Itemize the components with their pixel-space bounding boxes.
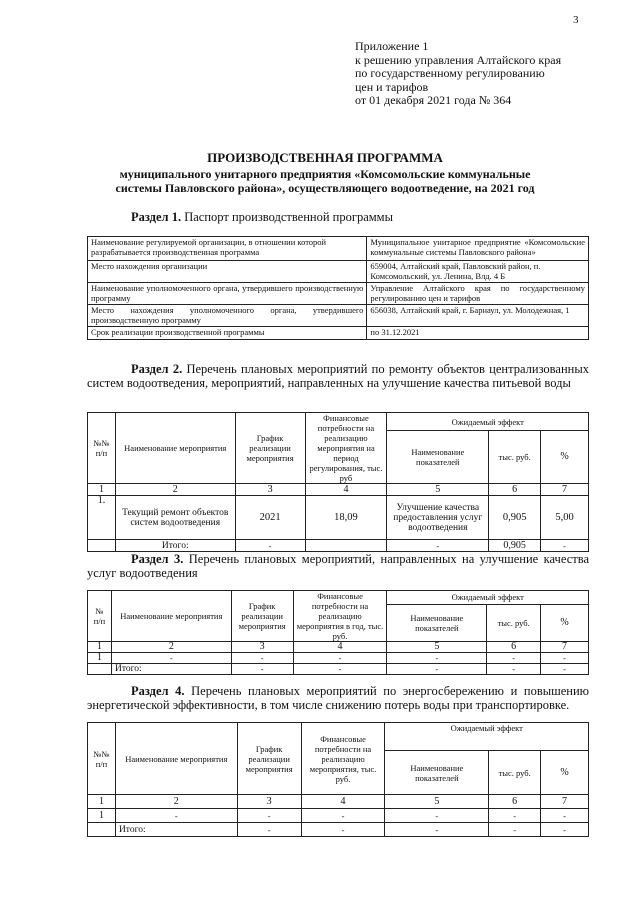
col-number: 3 xyxy=(237,795,301,809)
row-indicator: - xyxy=(387,653,487,664)
section1-text: Паспорт производственной программы xyxy=(184,210,393,224)
total-indicator: - xyxy=(385,823,489,837)
table-row xyxy=(88,809,589,823)
col-number: 2 xyxy=(115,484,235,496)
section4-heading xyxy=(87,684,589,712)
section3-text: Перечень плановых мероприятий, направленных на улучшение качества услуг водоотведения xyxy=(87,552,589,580)
header-thousand: тыс. руб. xyxy=(489,431,541,484)
header-percent: % xyxy=(541,431,589,484)
col-number: 4 xyxy=(305,484,387,496)
passport-left: Наименование уполномоченного органа, утвердившего производственную программу xyxy=(88,283,367,305)
row-name: - xyxy=(111,653,231,664)
passport-right: по 31.12.2021 xyxy=(367,327,589,340)
total-indicator: - xyxy=(387,540,489,552)
table-row xyxy=(88,327,589,340)
document-subtitle xyxy=(60,167,590,195)
row-num: 1 xyxy=(88,653,112,664)
approval-line: цен и тарифов xyxy=(355,79,429,94)
col-number: 7 xyxy=(541,642,589,653)
header-name: Наименование мероприятия xyxy=(111,591,231,642)
subtitle-line: системы Павловского района», осуществляющего водоотведение, на 2021 год xyxy=(115,181,535,195)
passport-table xyxy=(87,236,589,340)
header-finance: Финансовые потребности на реализацию мероприятия в год, тыс. руб. xyxy=(293,591,387,642)
section4-text: Перечень плановых мероприятий по энергосбережению и повышению энергетической эффективности, в том числе снижению потерь воды при транспортировке. xyxy=(87,684,590,712)
header-effect: Ожидаемый эффект xyxy=(387,591,589,605)
col-number: 4 xyxy=(293,642,387,653)
table-row xyxy=(88,653,589,664)
row-percent: - xyxy=(541,809,589,823)
total-label: Итого: xyxy=(115,823,237,837)
header-percent: % xyxy=(541,604,589,641)
header-schedule: График реализации мероприятия xyxy=(231,591,293,642)
section2-heading xyxy=(87,362,589,390)
table-row xyxy=(88,540,589,552)
passport-right: Управление Алтайского края по государственному регулированию цен и тарифов xyxy=(367,283,589,305)
header-num: № п/п xyxy=(88,591,112,642)
header-thousand: тыс. руб. xyxy=(487,604,541,641)
col-number: 1 xyxy=(88,484,116,496)
total-thousand: - xyxy=(487,664,541,675)
row-name: Текущий ремонт объектов систем водоотведения xyxy=(115,496,235,540)
table-row xyxy=(88,237,589,261)
section3-table xyxy=(87,590,589,675)
header-effect: Ожидаемый эффект xyxy=(387,413,589,431)
header-num: №№ п/п xyxy=(88,723,116,795)
total-finance: - xyxy=(293,664,387,675)
approval-line: к решению управления Алтайского края xyxy=(355,52,562,67)
row-thousand: - xyxy=(489,809,541,823)
col-number: 5 xyxy=(387,484,489,496)
section1-label: Раздел 1. xyxy=(131,210,182,224)
table-row xyxy=(88,795,589,809)
row-name: - xyxy=(115,809,237,823)
col-number: 6 xyxy=(489,795,541,809)
col-number: 7 xyxy=(541,484,589,496)
col-number: 6 xyxy=(489,484,541,496)
page-number: 3 xyxy=(573,14,579,26)
passport-left: Место нахождения организации xyxy=(88,261,367,283)
header-percent: % xyxy=(541,751,589,795)
total-schedule: - xyxy=(237,823,301,837)
section3-label: Раздел 3. xyxy=(131,552,184,566)
col-number: 5 xyxy=(385,795,489,809)
row-schedule: 2021 xyxy=(235,496,305,540)
header-finance: Финансовые потребности на реализацию мероприятия на период регулирования, тыс. руб xyxy=(305,413,387,484)
header-num: №№ п/п xyxy=(88,413,116,484)
total-percent: - xyxy=(541,823,589,837)
approval-line: Приложение 1 xyxy=(355,39,429,53)
section3-heading xyxy=(87,552,589,580)
passport-right: 656038, Алтайский край, г. Барнаул, ул. Молодежная, 1 xyxy=(367,305,589,327)
total-schedule: - xyxy=(235,540,305,552)
col-number: 7 xyxy=(541,795,589,809)
header-schedule: График реализации мероприятия xyxy=(235,413,305,484)
section2-label: Раздел 2. xyxy=(131,362,183,376)
col-number: 3 xyxy=(235,484,305,496)
total-thousand: 0,905 xyxy=(489,540,541,552)
total-percent: - xyxy=(541,540,589,552)
approval-line: от 01 декабря 2021 года № 364 xyxy=(355,93,512,107)
row-num: 1 xyxy=(88,809,116,823)
header-indicator: Наименование показателей xyxy=(387,431,489,484)
total-finance xyxy=(305,540,387,552)
document-title: ПРОИЗВОДСТВЕННАЯ ПРОГРАММА xyxy=(207,150,443,165)
total-label: Итого: xyxy=(115,540,235,552)
row-finance: - xyxy=(301,809,385,823)
passport-right: Муниципальное унитарное предприятие «Комсомольские коммунальные системы Павловского района» xyxy=(367,237,589,261)
table-row xyxy=(88,484,589,496)
col-number: 5 xyxy=(387,642,487,653)
row-finance: 18,09 xyxy=(305,496,387,540)
total-finance: - xyxy=(301,823,385,837)
section2-table xyxy=(87,412,589,552)
col-number: 1 xyxy=(88,795,116,809)
col-number: 1 xyxy=(88,642,112,653)
total-percent: - xyxy=(541,664,589,675)
passport-right: 659004, Алтайский край, Павловский район, п. Комсомольский, ул. Ленина, Влд. 4 Б xyxy=(367,261,589,283)
section4-table xyxy=(87,722,589,837)
section1-heading xyxy=(131,210,393,224)
table-row xyxy=(88,664,589,675)
approval-line: по государственному регулированию xyxy=(355,66,545,80)
total-thousand: - xyxy=(489,823,541,837)
row-thousand: 0,905 xyxy=(489,496,541,540)
header-indicator: Наименование показателей xyxy=(387,604,487,641)
row-percent: 5,00 xyxy=(541,496,589,540)
col-number: 2 xyxy=(111,642,231,653)
row-indicator: - xyxy=(385,809,489,823)
row-finance: - xyxy=(293,653,387,664)
section4-label: Раздел 4. xyxy=(131,684,185,698)
row-percent: - xyxy=(541,653,589,664)
header-effect: Ожидаемый эффект xyxy=(385,723,589,751)
total-label: Итого: xyxy=(111,664,231,675)
header-thousand: тыс. руб. xyxy=(489,751,541,795)
header-name: Наименование мероприятия xyxy=(115,413,235,484)
subtitle-line: муниципального унитарного предприятия «Комсомольские коммунальные xyxy=(119,167,531,181)
row-indicator: Улучшение качества предоставления услуг водоотведения xyxy=(387,496,489,540)
section2-text: Перечень плановых мероприятий по ремонту объектов централизованных систем водоотведения, мероприятий, направленных на улучшение качества питьевой воды xyxy=(87,362,589,390)
col-number: 2 xyxy=(115,795,237,809)
table-row xyxy=(88,642,589,653)
passport-left: Наименование регулируемой организации, в отношении которой разрабатывается производственная программа xyxy=(88,237,367,261)
row-schedule: - xyxy=(237,809,301,823)
row-num: 1. xyxy=(88,496,116,540)
row-schedule: - xyxy=(231,653,293,664)
total-indicator: - xyxy=(387,664,487,675)
col-number: 4 xyxy=(301,795,385,809)
col-number: 6 xyxy=(487,642,541,653)
passport-left: Срок реализации производственной программы xyxy=(88,327,367,340)
approval-block xyxy=(355,40,561,108)
header-name: Наименование мероприятия xyxy=(115,723,237,795)
table-row xyxy=(88,823,589,837)
table-row xyxy=(88,283,589,305)
table-row xyxy=(88,305,589,327)
col-number: 3 xyxy=(231,642,293,653)
table-row xyxy=(88,261,589,283)
header-finance: Финансовые потребности на реализацию мероприятия, тыс. руб. xyxy=(301,723,385,795)
header-schedule: График реализации мероприятия xyxy=(237,723,301,795)
passport-left: Место нахождения уполномоченного органа, утвердившего производственную программу xyxy=(88,305,367,327)
table-row xyxy=(88,496,589,540)
header-indicator: Наименование показателей xyxy=(385,751,489,795)
row-thousand: - xyxy=(487,653,541,664)
total-schedule: - xyxy=(231,664,293,675)
